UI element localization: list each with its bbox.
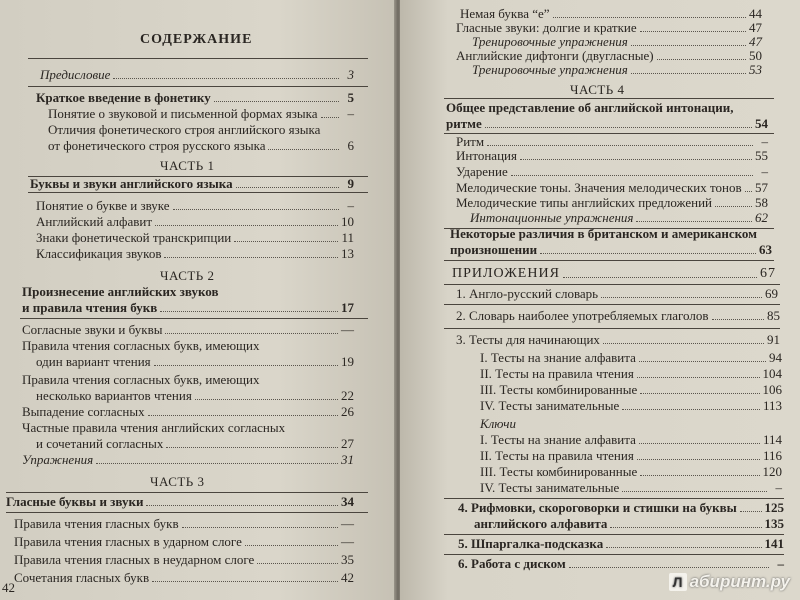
- toc-entry: от фонетического строя русского языка 6: [48, 138, 354, 153]
- toc-entry: Правила чтения гласных букв —: [14, 516, 354, 531]
- toc-entry: Сочетания гласных букв 42: [14, 570, 354, 585]
- rule: [6, 512, 368, 513]
- part-heading: ЧАСТЬ 2: [160, 268, 215, 283]
- toc-entry: Немая буква “e” 44: [460, 6, 762, 21]
- rule: [28, 86, 368, 87]
- toc-entry: Тренировочные упражнения 53: [472, 62, 762, 77]
- toc-entry: английского алфавита 135: [474, 516, 784, 531]
- rule: [20, 318, 368, 319]
- toc-entry: 4. Рифмовки, скороговорки и стишки на буквы 125: [458, 500, 784, 515]
- rule: [444, 98, 774, 99]
- toc-entry: 5. Шпаргалка-подсказка 141: [458, 536, 784, 551]
- toc-entry: Правила чтения гласных в ударном слоге —: [14, 534, 354, 549]
- toc-entry: 3. Тесты для начинающих 91: [456, 332, 780, 347]
- toc-entry-line: Правила чтения согласных букв, имеющих: [22, 372, 260, 387]
- toc-entry: Правила чтения гласных в неударном слоге 35: [14, 552, 354, 567]
- toc-entry: Предисловие 3: [40, 67, 354, 82]
- toc-entry: Ритм –: [456, 134, 768, 149]
- toc-entry: Тренировочные упражнения 47: [472, 34, 762, 49]
- toc-entry: один вариант чтения 19: [36, 354, 354, 369]
- toc-entry: III. Тесты комбинированные 120: [480, 464, 782, 479]
- toc-entry: Выпадение согласных 26: [22, 404, 354, 419]
- toc-entry: II. Тесты на правила чтения 116: [480, 448, 782, 463]
- toc-entry: Мелодические типы английских предложений 58: [456, 195, 768, 210]
- toc-entry: и сочетаний согласных 27: [36, 436, 354, 451]
- part-heading: ЧАСТЬ 3: [150, 474, 205, 489]
- toc-entry: Мелодические тоны. Значения мелодических тонов 57: [456, 180, 768, 195]
- toc-entry: II. Тесты на правила чтения 104: [480, 366, 782, 381]
- toc-entry: IV. Тесты занимательные –: [480, 480, 782, 495]
- toc-entry: Классификация звуков 13: [36, 246, 354, 261]
- toc-entry-line: Частные правила чтения английских согласных: [22, 420, 286, 435]
- toc-entry: произношении 63: [450, 242, 772, 257]
- toc-entry: Ударение –: [456, 164, 768, 179]
- toc-entry-line: Отличия фонетического строя английского языка: [48, 122, 321, 137]
- toc-entry: ритме 54: [446, 116, 768, 131]
- rule: [6, 492, 368, 493]
- rule: [28, 192, 368, 193]
- toc-entry: Согласные звуки и буквы —: [22, 322, 354, 337]
- toc-entry: Гласные буквы и звуки 34: [6, 494, 354, 509]
- toc-entry: 1. Англо-русский словарь 69: [456, 286, 778, 301]
- rule: [444, 498, 784, 499]
- toc-entry: Гласные звуки: долгие и краткие 47: [456, 20, 762, 35]
- toc-entry: Понятие о букве и звуке –: [36, 198, 354, 213]
- left-page: [0, 0, 396, 600]
- toc-entry: Краткое введение в фонетику 5: [36, 90, 354, 105]
- rule: [28, 58, 368, 59]
- rule: [444, 304, 780, 305]
- watermark-logo-icon: Л: [669, 573, 687, 591]
- toc-entry-line: Общее представление об английской интонации,: [446, 100, 734, 115]
- toc-entry: Понятие о звуковой и письменной формах языка –: [48, 106, 354, 121]
- toc-entry: IV. Тесты занимательные 113: [480, 398, 782, 413]
- toc-entry: I. Тесты на знание алфавита 114: [480, 432, 782, 447]
- toc-entry: III. Тесты комбинированные 106: [480, 382, 782, 397]
- rule: [444, 284, 780, 285]
- page-number: 42: [2, 580, 15, 595]
- rule: [444, 328, 780, 329]
- toc-entry: Интонационные упражнения 62: [470, 210, 768, 225]
- toc-entry: 2. Словарь наиболее употребляемых глаголов 85: [456, 308, 780, 323]
- toc-entry-line: Произнесение английских звуков: [22, 284, 219, 299]
- toc-entry: ПРИЛОЖЕНИЯ 67: [452, 266, 776, 281]
- part-heading: ЧАСТЬ 4: [570, 82, 625, 97]
- toc-entry-line: Некоторые различия в британском и американском: [450, 226, 758, 241]
- toc-entry: Интонация 55: [456, 148, 768, 163]
- rule: [444, 554, 784, 555]
- toc-entry: Английские дифтонги (двугласные) 50: [456, 48, 762, 63]
- toc-entry: 6. Работа с диском –: [458, 556, 784, 571]
- contents-heading: СОДЕРЖАНИЕ: [140, 32, 253, 47]
- toc-entry: Английский алфавит 10: [36, 214, 354, 229]
- toc-entry: и правила чтения букв 17: [22, 300, 354, 315]
- rule: [444, 260, 774, 261]
- watermark: Л абиринт.ру: [669, 572, 790, 592]
- right-page: [400, 0, 800, 600]
- toc-entry: I. Тесты на знание алфавита 94: [480, 350, 782, 365]
- keys-label: Ключи: [480, 416, 516, 431]
- toc-entry-line: Правила чтения согласных букв, имеющих: [22, 338, 260, 353]
- rule: [444, 534, 784, 535]
- toc-entry: Знаки фонетической транскрипции 11: [36, 230, 354, 245]
- toc-entry: Буквы и звуки английского языка 9: [30, 176, 354, 191]
- toc-entry: Упражнения 31: [22, 452, 354, 467]
- part-heading: ЧАСТЬ 1: [160, 158, 215, 173]
- toc-entry: несколько вариантов чтения 22: [36, 388, 354, 403]
